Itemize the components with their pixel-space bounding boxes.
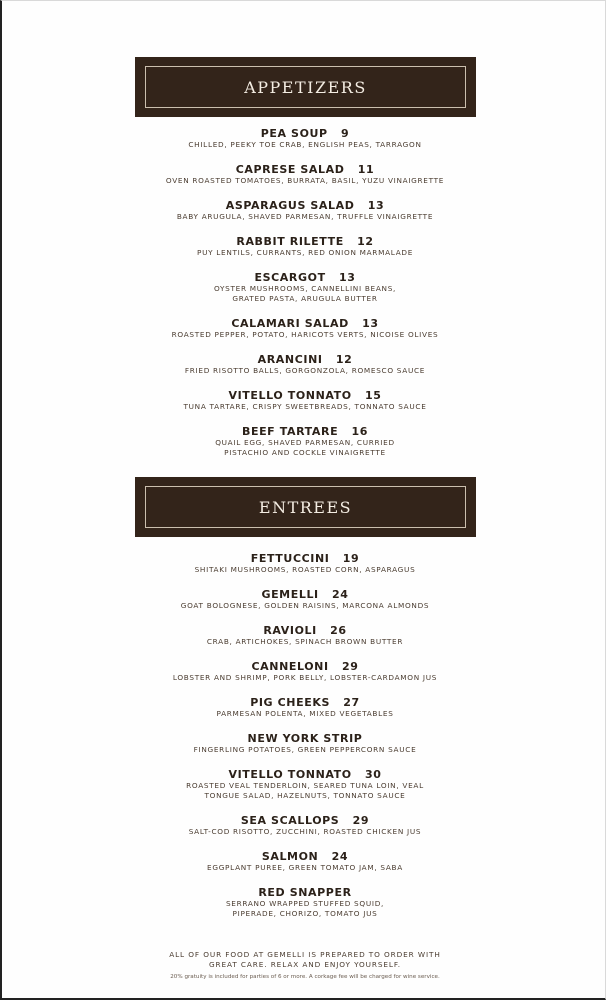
menu-item (2, 235, 606, 258)
menu-item (2, 163, 606, 186)
menu-item-description: GRATED PASTA, ARUGULA BUTTER (232, 294, 378, 303)
menu-item-description: CRAB, ARTICHOKES, SPINACH BROWN BUTTER (206, 637, 404, 646)
menu-item (2, 271, 606, 304)
menu-item-description: OVEN ROASTED TOMATOES, BURRATA, BASIL, YUZU VINAIGRETTE (165, 176, 445, 185)
menu-item-name: CALAMARI SALAD 13 (231, 317, 379, 330)
entrees-banner-frame (145, 486, 466, 528)
menu-item (2, 624, 606, 647)
menu-item (2, 768, 606, 801)
entrees-heading: ENTREES (258, 497, 353, 517)
menu-item-name: BEEF TARTARE 16 (241, 425, 369, 438)
menu-item (2, 850, 606, 873)
menu-item-description: FINGERLING POTATOES, GREEN PEPPERCORN SAUCE (193, 745, 417, 754)
menu-item-name: CAPRESE SALAD 11 (235, 163, 375, 176)
menu-item-description: SERRANO WRAPPED STUFFED SQUID, (225, 899, 385, 908)
menu-item (2, 199, 606, 222)
menu-item (2, 127, 606, 150)
menu-item-description: ROASTED VEAL TENDERLOIN, SEARED TUNA LOIN, VEAL (186, 781, 424, 790)
menu-item-name: SEA SCALLOPS 29 (240, 814, 370, 827)
menu-item-description: BABY ARUGULA, SHAVED PARMESAN, TRUFFLE VINAIGRETTE (176, 212, 434, 221)
menu-item-name: FETTUCCINI 19 (250, 552, 360, 565)
appetizers-banner-frame (145, 66, 466, 108)
menu-item-description: GOAT BOLOGNESE, GOLDEN RAISINS, MARCONA ALMONDS (180, 601, 430, 610)
menu-item-name: CANNELONI 29 (251, 660, 359, 673)
menu-item-name: NEW YORK STRIP (247, 732, 363, 745)
menu-item (2, 732, 606, 755)
menu-item-description: PUY LENTILS, CURRANTS, RED ONION MARMALADE (196, 248, 414, 257)
menu-item-name: RAVIOLI 26 (263, 624, 347, 637)
menu-item (2, 353, 606, 376)
footer-fine-print: 20% gratuity is included for parties of 6 or more. A corkage fee will be charged for wine service. (170, 974, 440, 980)
menu-item-description: EGGPLANT PUREE, GREEN TOMATO JAM, SABA (207, 863, 403, 872)
menu-footer (2, 950, 606, 981)
menu-item-description: QUAIL EGG, SHAVED PARMESAN, CURRIED (215, 438, 395, 447)
menu-item-description: CHILLED, PEEKY TOE CRAB, ENGLISH PEAS, TARRAGON (188, 140, 422, 149)
menu-item-name: RED SNAPPER (258, 886, 352, 899)
menu-item (2, 588, 606, 611)
menu-item-description: ROASTED PEPPER, POTATO, HARICOTS VERTS, NICOISE OLIVES (171, 330, 439, 339)
menu-item (2, 425, 606, 458)
menu-item (2, 317, 606, 340)
menu-item (2, 552, 606, 575)
entrees-banner (135, 477, 476, 537)
menu-item-name: VITELLO TONNATO 15 (228, 389, 382, 402)
menu-item-name: ESCARGOT 13 (254, 271, 356, 284)
menu-item (2, 389, 606, 412)
footer-note-line: ALL OF OUR FOOD AT GEMELLI IS PREPARED TO ORDER WITH (169, 950, 441, 959)
menu-item (2, 886, 606, 919)
menu-item-name: PIG CHEEKS 27 (250, 696, 360, 709)
menu-item (2, 660, 606, 683)
menu-item-description: TONGUE SALAD, HAZELNUTS, TONNATO SAUCE (204, 791, 406, 800)
menu-item-name: RABBIT RILETTE 12 (236, 235, 374, 248)
menu-item-description: LOBSTER AND SHRIMP, PORK BELLY, LOBSTER-CARDAMON JUS (172, 673, 438, 682)
entrees-list (2, 552, 606, 919)
menu-item-description: OYSTER MUSHROOMS, CANNELLINI BEANS, (213, 284, 397, 293)
menu-item-description: SALT-COD RISOTTO, ZUCCHINI, ROASTED CHICKEN JUS (188, 827, 422, 836)
menu-item-description: PISTACHIO AND COCKLE VINAIGRETTE (224, 448, 386, 457)
appetizers-banner (135, 57, 476, 117)
appetizers-heading: APPETIZERS (244, 77, 367, 97)
menu-item-description: PARMESAN POLENTA, MIXED VEGETABLES (216, 709, 394, 718)
menu-item (2, 814, 606, 837)
menu-item-description: PIPERADE, CHORIZO, TOMATO JUS (232, 909, 378, 918)
footer-note-line: GREAT CARE. RELAX AND ENJOY YOURSELF. (208, 960, 402, 969)
menu-item-name: SALMON 24 (261, 850, 349, 863)
menu-item-name: ARANCINI 12 (257, 353, 353, 366)
menu-item-description: SHITAKI MUSHROOMS, ROASTED CORN, ASPARAGUS (194, 565, 416, 574)
menu-item-description: FRIED RISOTTO BALLS, GORGONZOLA, ROMESCO SAUCE (184, 366, 426, 375)
menu-item-description: TUNA TARTARE, CRISPY SWEETBREADS, TONNATO SAUCE (183, 402, 427, 411)
appetizers-list (2, 127, 606, 458)
menu-item-name: VITELLO TONNATO 30 (228, 768, 382, 781)
menu-item-name: PEA SOUP 9 (260, 127, 350, 140)
menu-item-name: GEMELLI 24 (261, 588, 349, 601)
menu-item (2, 696, 606, 719)
menu-item-name: ASPARAGUS SALAD 13 (225, 199, 385, 212)
